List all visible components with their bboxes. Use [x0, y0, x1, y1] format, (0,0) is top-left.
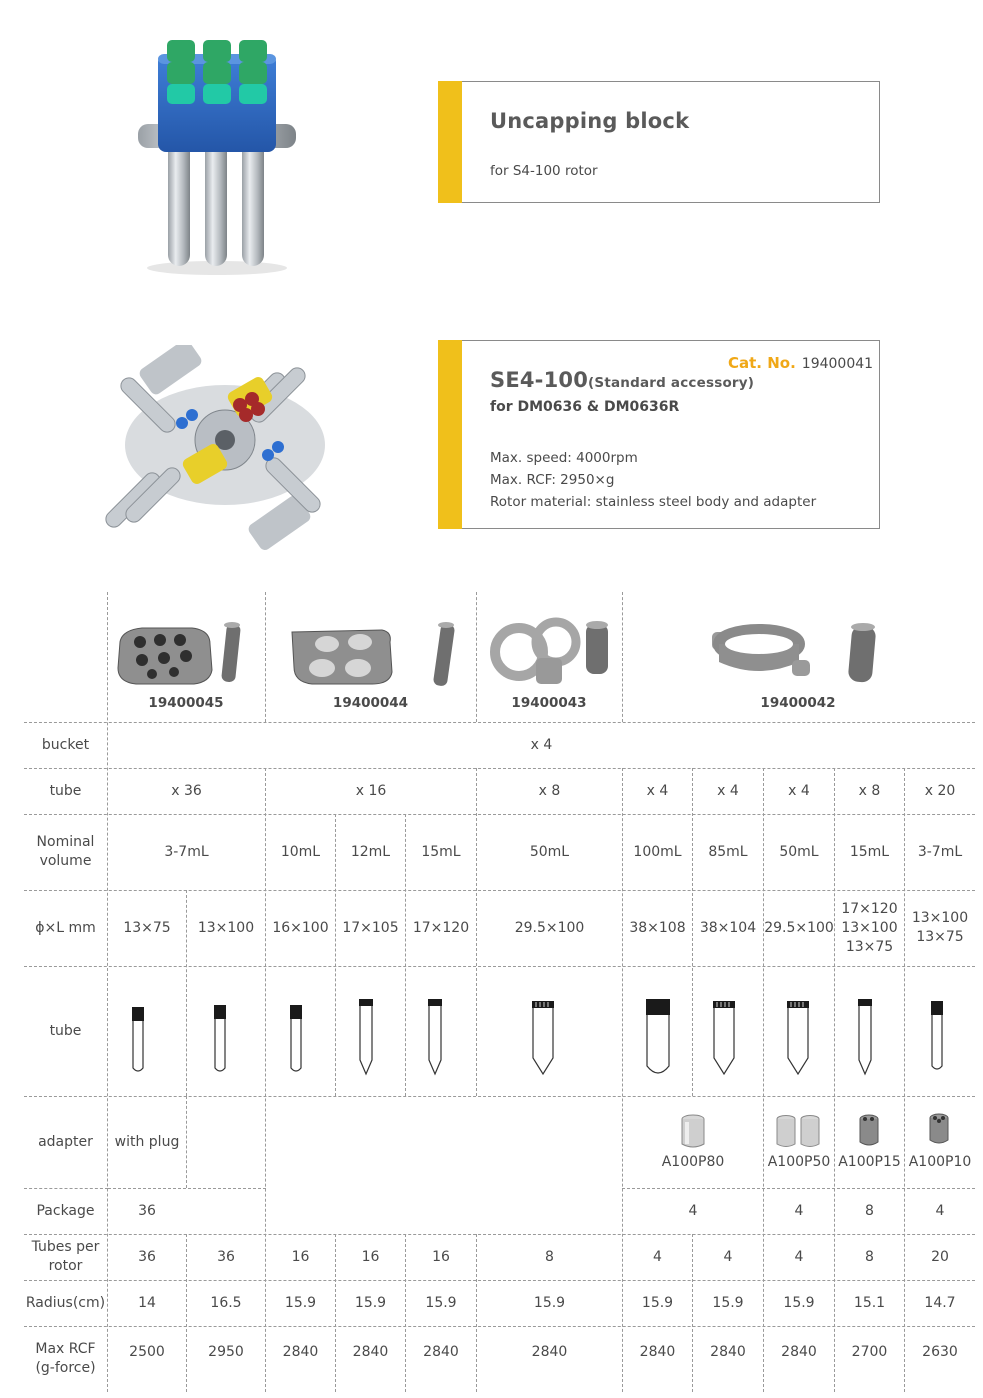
accent-bar [438, 81, 462, 203]
bucket-value: x 4 [530, 736, 553, 753]
tube-dimensions: 13×100 13×75 [911, 910, 969, 945]
bucket-19400043-image [484, 612, 624, 692]
max-rcf-value: 2840 [282, 1343, 319, 1360]
bucket-19400042-image [704, 612, 904, 692]
nominal-volume: 3-7mL [917, 843, 963, 860]
row-label-adapter: adapter [38, 1133, 93, 1150]
tubes-per-rotor: 36 [138, 1248, 156, 1265]
bucket-cat-no: 19400044 [332, 695, 409, 711]
spec-material: Rotor material: stainless steel body and adapter [490, 494, 817, 510]
tube-count: x 20 [924, 782, 956, 799]
nominal-volume: 100mL [633, 843, 682, 860]
radius-value: 14.7 [924, 1294, 956, 1311]
col-divider [265, 592, 266, 722]
max-rcf-value: 2840 [710, 1343, 746, 1360]
max-rcf-value: 2700 [851, 1343, 888, 1360]
cat-no-value: 19400041 [801, 356, 874, 372]
tube-dimensions: 29.5×100 [764, 919, 834, 936]
max-rcf-value: 2840 [352, 1343, 389, 1360]
tube-dimensions: 17×120 [412, 919, 470, 936]
max-rcf-value: 2950 [208, 1343, 244, 1360]
adapter-a100p15-icon [858, 1114, 880, 1148]
nominal-volume: 3-7mL [164, 843, 209, 860]
nominal-volume: 15mL [849, 843, 890, 860]
radius-value: 15.9 [712, 1294, 744, 1311]
package-value: 4 [935, 1202, 945, 1219]
bucket-19400045-image [112, 612, 262, 692]
nominal-volume: 10mL [280, 843, 321, 860]
nominal-volume: 50mL [779, 843, 819, 860]
tubes-per-rotor: 8 [545, 1248, 554, 1265]
tubes-per-rotor: 8 [865, 1248, 874, 1265]
adapter-with-plug: with plug [114, 1133, 180, 1150]
radius-value: 15.9 [641, 1294, 674, 1311]
radius-value: 15.9 [354, 1294, 387, 1311]
bucket-cat-no: 19400042 [760, 695, 836, 711]
compatible-models: for DM0636 & DM0636R [490, 399, 680, 415]
tubes-per-rotor: 4 [653, 1248, 662, 1265]
tube-count: x 4 [717, 782, 739, 799]
adapter-a100p80-icon [679, 1114, 707, 1150]
tube-dimensions: 38×104 [699, 919, 757, 936]
max-rcf-value: 2840 [639, 1343, 676, 1360]
max-rcf-value: 2630 [922, 1343, 958, 1360]
tube-13x100-icon [212, 1004, 228, 1076]
nominal-volume: 50mL [529, 843, 570, 860]
radius-value: 15.9 [425, 1294, 457, 1311]
tube-count: x 8 [538, 782, 561, 799]
spec-max-speed: Max. speed: 4000rpm [490, 450, 638, 466]
adapter-a100p10-icon [927, 1112, 951, 1146]
nominal-volume: 12mL [350, 843, 391, 860]
tube-count: x 36 [171, 782, 202, 799]
tubes-per-rotor: 36 [217, 1248, 235, 1265]
bucket-19400044-image [282, 612, 472, 692]
tubes-per-rotor: 4 [723, 1248, 733, 1265]
nominal-volume: 15mL [421, 843, 461, 860]
product-title [490, 368, 754, 392]
tube-dimensions: 13×100 [197, 919, 255, 936]
tube-29.5x100-icon [530, 1000, 556, 1078]
row-label-bucket: bucket [41, 736, 90, 753]
row-label-dimensions: ϕ×L mm [35, 919, 96, 936]
adapter-label: A100P50 [767, 1154, 831, 1170]
product-title-main: SE4-100 [490, 368, 589, 392]
adapter-label: A100P15 [838, 1154, 901, 1170]
tube-count: x 4 [788, 782, 810, 799]
tubes-per-rotor: 20 [931, 1248, 949, 1265]
bucket-cat-no: 19400043 [511, 695, 587, 711]
package-value: 4 [688, 1202, 698, 1219]
tube-dimensions: 16×100 [272, 919, 329, 936]
adapter-a100p50-icon [774, 1114, 824, 1150]
tube-dimensions: 17×120 13×100 13×75 [841, 900, 898, 955]
radius-value: 15.9 [783, 1294, 815, 1311]
adapter-label: A100P10 [908, 1154, 972, 1170]
radius-value: 15.9 [284, 1294, 317, 1311]
row-label-tube-count: tube [49, 782, 82, 799]
max-rcf-value: 2840 [531, 1343, 568, 1360]
tube-38x108-icon [645, 998, 671, 1078]
tube-13x75-icon [130, 1006, 146, 1076]
adapter-label: A100P80 [661, 1154, 725, 1170]
tube-17x105-icon [357, 998, 375, 1078]
product-subtitle: for S4-100 rotor [490, 163, 598, 179]
radius-value: 15.9 [533, 1294, 566, 1311]
max-rcf-value: 2500 [129, 1343, 165, 1360]
max-rcf-value: 2840 [423, 1343, 459, 1360]
tubes-per-rotor: 16 [361, 1248, 380, 1265]
package-value: 4 [794, 1202, 804, 1219]
tube-29.5x100-b-icon [785, 1000, 811, 1078]
product-title-suffix: (Standard accessory) [588, 375, 755, 391]
tube-dimensions: 17×105 [342, 919, 399, 936]
spec-max-rcf: Max. RCF: 2950×g [490, 472, 615, 488]
nominal-volume: 85mL [708, 843, 748, 860]
col-divider [476, 592, 477, 722]
se4-100-info-box [438, 340, 880, 529]
accent-bar [438, 340, 462, 529]
radius-value: 15.1 [853, 1294, 886, 1311]
rotor-spec-table [24, 592, 975, 1392]
package-value: 36 [138, 1202, 156, 1219]
row-label-package: Package [36, 1202, 95, 1219]
uncapping-block-image [132, 36, 302, 281]
tube-17x120-b-icon [856, 998, 874, 1078]
row-label-nominal-volume: Nominal volume [36, 834, 95, 869]
row-divider [24, 966, 975, 967]
product-title: Uncapping block [490, 109, 690, 133]
tube-dimensions: 38×108 [629, 919, 686, 936]
tube-13x100-b-icon [929, 1000, 945, 1076]
tube-17x120-icon [426, 998, 444, 1078]
bucket-cat-no: 19400045 [148, 695, 224, 711]
col-divider [186, 1096, 187, 1188]
tube-count: x 16 [355, 782, 387, 799]
radius-value: 14 [138, 1294, 156, 1311]
tubes-per-rotor: 4 [794, 1248, 804, 1265]
se4-100-rotor-image [100, 345, 350, 550]
tube-dimensions: 13×75 [123, 919, 171, 936]
tube-38x104-icon [711, 1000, 737, 1078]
col-divider [622, 592, 623, 722]
tubes-per-rotor: 16 [291, 1248, 310, 1265]
tubes-per-rotor: 16 [432, 1248, 450, 1265]
package-value: 8 [865, 1202, 874, 1219]
tube-16x100-icon [288, 1004, 304, 1076]
max-rcf-value: 2840 [781, 1343, 817, 1360]
row-label-radius: Radius(cm) [25, 1294, 106, 1311]
radius-value: 16.5 [210, 1294, 242, 1311]
tube-count: x 8 [858, 782, 881, 799]
row-label-max-rcf: Max RCF (g-force) [35, 1341, 96, 1376]
cat-no-label: Cat. No. [728, 354, 796, 372]
uncapping-block-info-box [438, 81, 880, 203]
tube-dimensions: 29.5×100 [514, 919, 585, 936]
row-label-tube-image: tube [49, 1022, 82, 1039]
row-label-tubes-per-rotor: Tubes per rotor [31, 1239, 100, 1274]
tube-count: x 4 [646, 782, 669, 799]
